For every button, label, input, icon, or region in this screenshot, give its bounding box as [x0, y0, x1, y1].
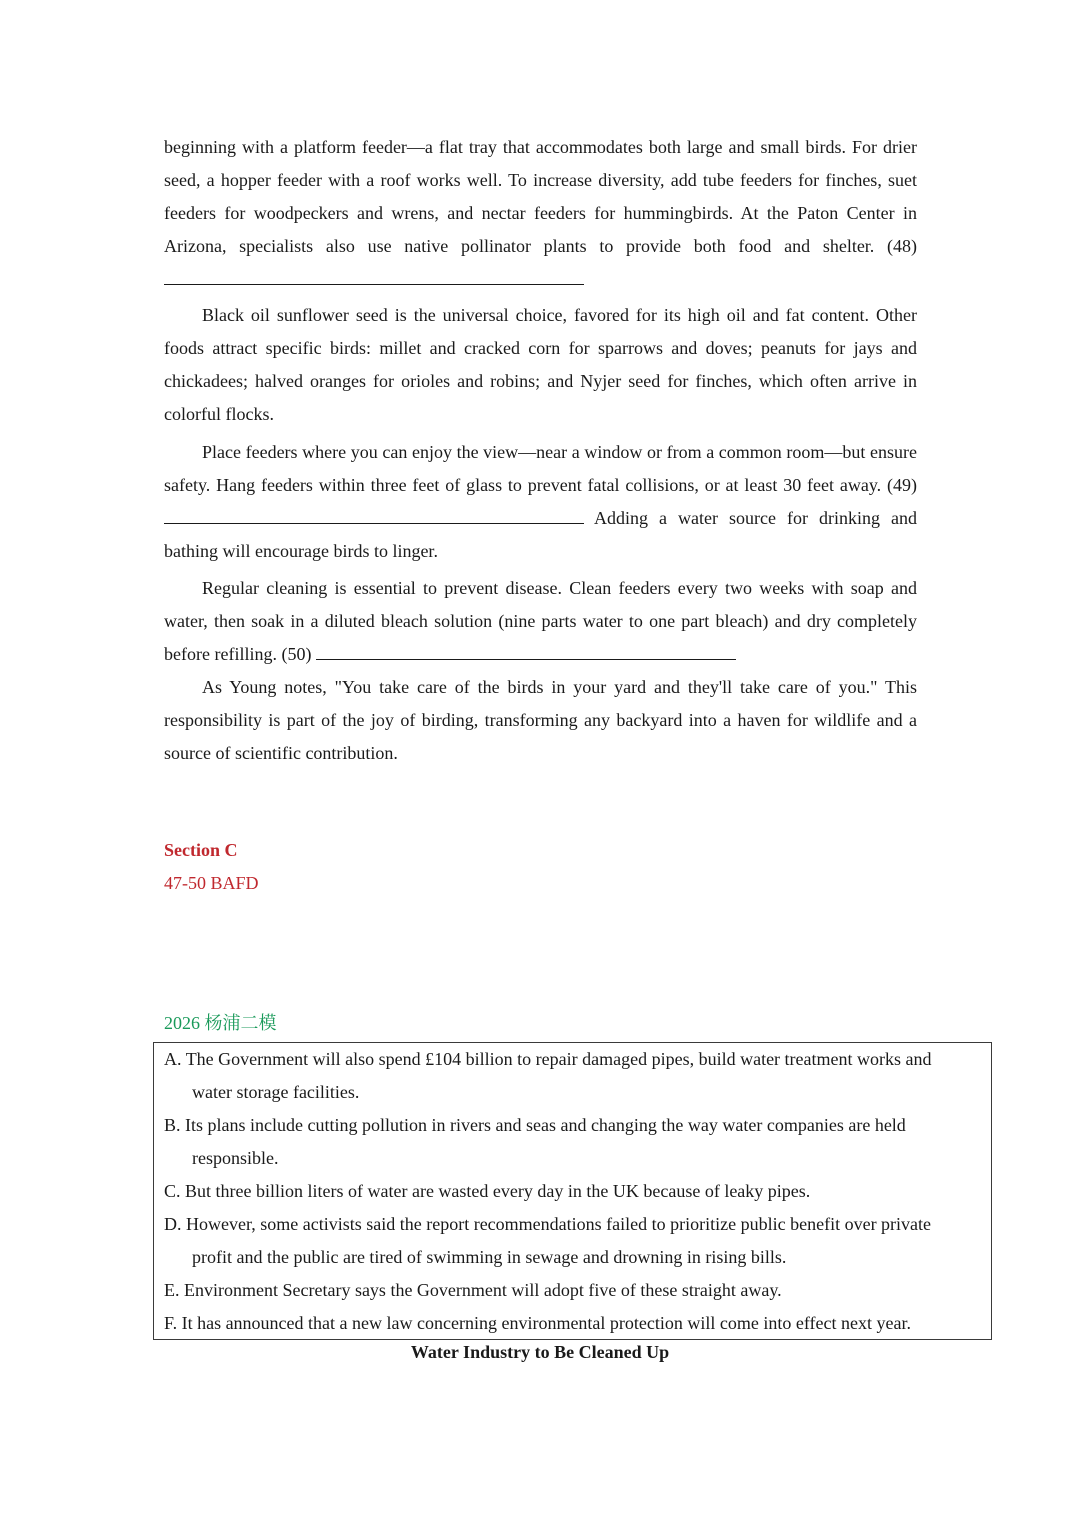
- option-f[interactable]: [164, 1307, 984, 1340]
- option-letter: B.: [164, 1115, 181, 1135]
- option-d[interactable]: [164, 1208, 984, 1274]
- option-text: But three billion liters of water are wasted every day in the UK because of leaky pipes.: [185, 1181, 811, 1201]
- answer-blank-48[interactable]: [164, 266, 584, 285]
- answer-blank-49[interactable]: [164, 505, 584, 524]
- options-box: [153, 1042, 992, 1340]
- option-e[interactable]: [164, 1274, 984, 1307]
- option-letter: C.: [164, 1181, 181, 1201]
- passage-paragraph-3: [164, 436, 917, 568]
- answer-key: 47-50 BAFD: [164, 873, 259, 893]
- option-c[interactable]: [164, 1175, 984, 1208]
- paragraph-text-continued: Adding a water source for drinking and bathing will encourage birds to linger.: [164, 508, 917, 561]
- option-text-continued: responsible.: [192, 1148, 279, 1168]
- option-text: The Government will also spend £104 billion to repair damaged pipes, build water treatment works and: [185, 1049, 932, 1069]
- paragraph-text: beginning with a platform feeder—a flat tray that accommodates both large and small birds. For drier seed, a hopper feeder with a roof works well. To increase diversity, add tube feeders for finches, suet feeders for woodpeckers and wrens, and nectar feeders for hummingbirds. At the Paton Center in Arizona, specialists also use native pollinator plants to provide both food and shelter. (48): [164, 137, 917, 256]
- passage-paragraph-1: [164, 131, 917, 296]
- article-title: Water Industry to Be Cleaned Up: [410, 1342, 670, 1362]
- option-text-continued: water storage facilities.: [192, 1082, 360, 1102]
- paragraph-text: Regular cleaning is essential to prevent disease. Clean feeders every two weeks with soap and water, then soak in a diluted bleach solution (nine parts water to one part bleach) and dry completely before refilling. (50): [164, 578, 917, 664]
- passage-paragraph-5: As Young notes, "You take care of the birds in your yard and they'll take care of you." This responsibility is part of the joy of birding, transforming any backyard into a haven for wildlife and a source of scientific contribution.: [164, 677, 917, 763]
- option-letter: E.: [164, 1280, 180, 1300]
- option-a[interactable]: [164, 1043, 984, 1109]
- answer-blank-50[interactable]: [316, 641, 736, 660]
- option-text: It has announced that a new law concerning environmental protection will come into effect next year.: [181, 1313, 911, 1333]
- option-text: Environment Secretary says the Government will adopt five of these straight away.: [184, 1280, 782, 1300]
- source-label: 2026 杨浦二模: [164, 1013, 277, 1033]
- option-letter: A.: [164, 1049, 182, 1069]
- option-letter: D.: [164, 1214, 182, 1234]
- option-text-continued: profit and the public are tired of swimming in sewage and drowning in rising bills.: [192, 1247, 787, 1267]
- paragraph-text: Place feeders where you can enjoy the view—near a window or from a common room—but ensure safety. Hang feeders within three feet of glass to prevent fatal collisions, or at least 30 feet away. (49): [164, 442, 917, 495]
- passage-paragraph-2: Black oil sunflower seed is the universal choice, favored for its high oil and fat content. Other foods attract specific birds: millet and cracked corn for sparrows and doves; peanuts for jays and chickadees; halved oranges for orioles and robins; and Nyjer seed for finches, which often arrive in colorful flocks.: [164, 305, 917, 424]
- passage-paragraph-4: [164, 572, 917, 671]
- option-text: However, some activists said the report recommendations failed to prioritize public benefit over private: [186, 1214, 932, 1234]
- option-text: Its plans include cutting pollution in rivers and seas and changing the way water companies are held: [185, 1115, 906, 1135]
- option-b[interactable]: [164, 1109, 984, 1175]
- section-heading: Section C: [164, 840, 238, 860]
- option-letter: F.: [164, 1313, 178, 1333]
